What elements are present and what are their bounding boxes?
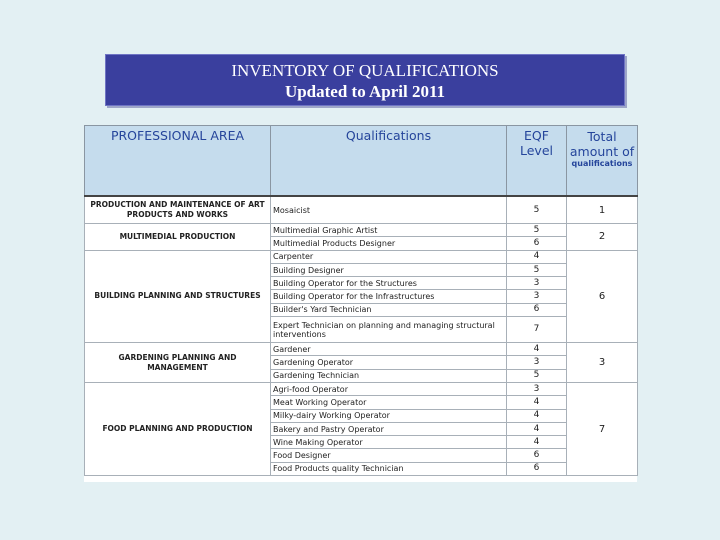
- total-amount-cell: 6: [567, 250, 638, 342]
- qualification-cell: Carpenter: [271, 250, 507, 263]
- qualification-cell: Food Products quality Technician: [271, 462, 507, 475]
- header-total-label: Total amount of: [569, 129, 635, 159]
- eqf-level-cell: 7: [507, 317, 567, 343]
- eqf-level-cell: 3: [507, 277, 567, 290]
- qualification-cell: Building Operator for the Infrastructures: [271, 290, 507, 303]
- qualification-cell: Mosaicist: [271, 196, 507, 224]
- header-eqf-level: [507, 126, 567, 197]
- table-row: [85, 343, 638, 356]
- table-row: [85, 250, 638, 263]
- qualification-cell: Bakery and Pastry Operator: [271, 422, 507, 435]
- qualification-cell: Expert Technician on planning and managing structural interventions: [271, 317, 507, 343]
- total-amount-cell: 2: [567, 224, 638, 251]
- eqf-level-cell: 5: [507, 263, 567, 276]
- qualification-cell: Building Designer: [271, 263, 507, 276]
- total-amount-cell: 7: [567, 382, 638, 475]
- eqf-level-cell: 4: [507, 343, 567, 356]
- eqf-level-cell: 3: [507, 356, 567, 369]
- qualification-cell: Food Designer: [271, 449, 507, 462]
- title-line-1: INVENTORY OF QUALIFICATIONS: [231, 61, 499, 80]
- total-amount-cell: 3: [567, 343, 638, 383]
- table-row: [85, 224, 638, 237]
- header-total-sub: qualifications: [571, 159, 633, 168]
- eqf-level-cell: 6: [507, 462, 567, 475]
- qualifications-table: [84, 125, 638, 476]
- professional-area-cell: MULTIMEDIAL PRODUCTION: [85, 224, 271, 251]
- eqf-level-cell: 6: [507, 303, 567, 316]
- eqf-level-cell: 5: [507, 369, 567, 382]
- professional-area-cell: FOOD PLANNING AND PRODUCTION: [85, 382, 271, 475]
- qualification-cell: Meat Working Operator: [271, 396, 507, 409]
- eqf-level-cell: 5: [507, 196, 567, 224]
- table-row: [85, 196, 638, 224]
- qualification-cell: Gardening Technician: [271, 369, 507, 382]
- eqf-level-cell: 3: [507, 382, 567, 395]
- eqf-level-cell: 6: [507, 237, 567, 250]
- eqf-level-cell: 4: [507, 422, 567, 435]
- professional-area-cell: PRODUCTION AND MAINTENANCE OF ART PRODUCTS AND WORKS: [85, 196, 271, 224]
- header-qualifications: Qualifications: [271, 126, 507, 197]
- table-body: [85, 196, 638, 476]
- eqf-level-cell: 4: [507, 396, 567, 409]
- qualification-cell: Multimedial Products Designer: [271, 237, 507, 250]
- qualification-cell: Gardener: [271, 343, 507, 356]
- qualification-cell: Builder's Yard Technician: [271, 303, 507, 316]
- qualification-cell: Gardening Operator: [271, 356, 507, 369]
- eqf-level-cell: 5: [507, 224, 567, 237]
- header-row: [85, 126, 638, 197]
- header-total: [567, 126, 638, 197]
- qualification-cell: Agri-food Operator: [271, 382, 507, 395]
- professional-area-cell: BUILDING PLANNING AND STRUCTURES: [85, 250, 271, 342]
- qualification-cell: Wine Making Operator: [271, 436, 507, 449]
- eqf-level-cell: 4: [507, 250, 567, 263]
- eqf-level-cell: 4: [507, 436, 567, 449]
- qualifications-sheet: [84, 125, 637, 482]
- table-row: [85, 382, 638, 395]
- header-eqf-label: EQF Level: [520, 128, 553, 158]
- qualification-cell: Milky-dairy Working Operator: [271, 409, 507, 422]
- header-professional-area: PROFESSIONAL AREA: [85, 126, 271, 197]
- eqf-level-cell: 6: [507, 449, 567, 462]
- title-line-2: Updated to April 2011: [284, 82, 446, 101]
- eqf-level-cell: 4: [507, 409, 567, 422]
- qualification-cell: Multimedial Graphic Artist: [271, 224, 507, 237]
- qualification-cell: Building Operator for the Structures: [271, 277, 507, 290]
- eqf-level-cell: 3: [507, 290, 567, 303]
- professional-area-cell: GARDENING PLANNING AND MANAGEMENT: [85, 343, 271, 383]
- total-amount-cell: 1: [567, 196, 638, 224]
- title-banner: [105, 54, 625, 106]
